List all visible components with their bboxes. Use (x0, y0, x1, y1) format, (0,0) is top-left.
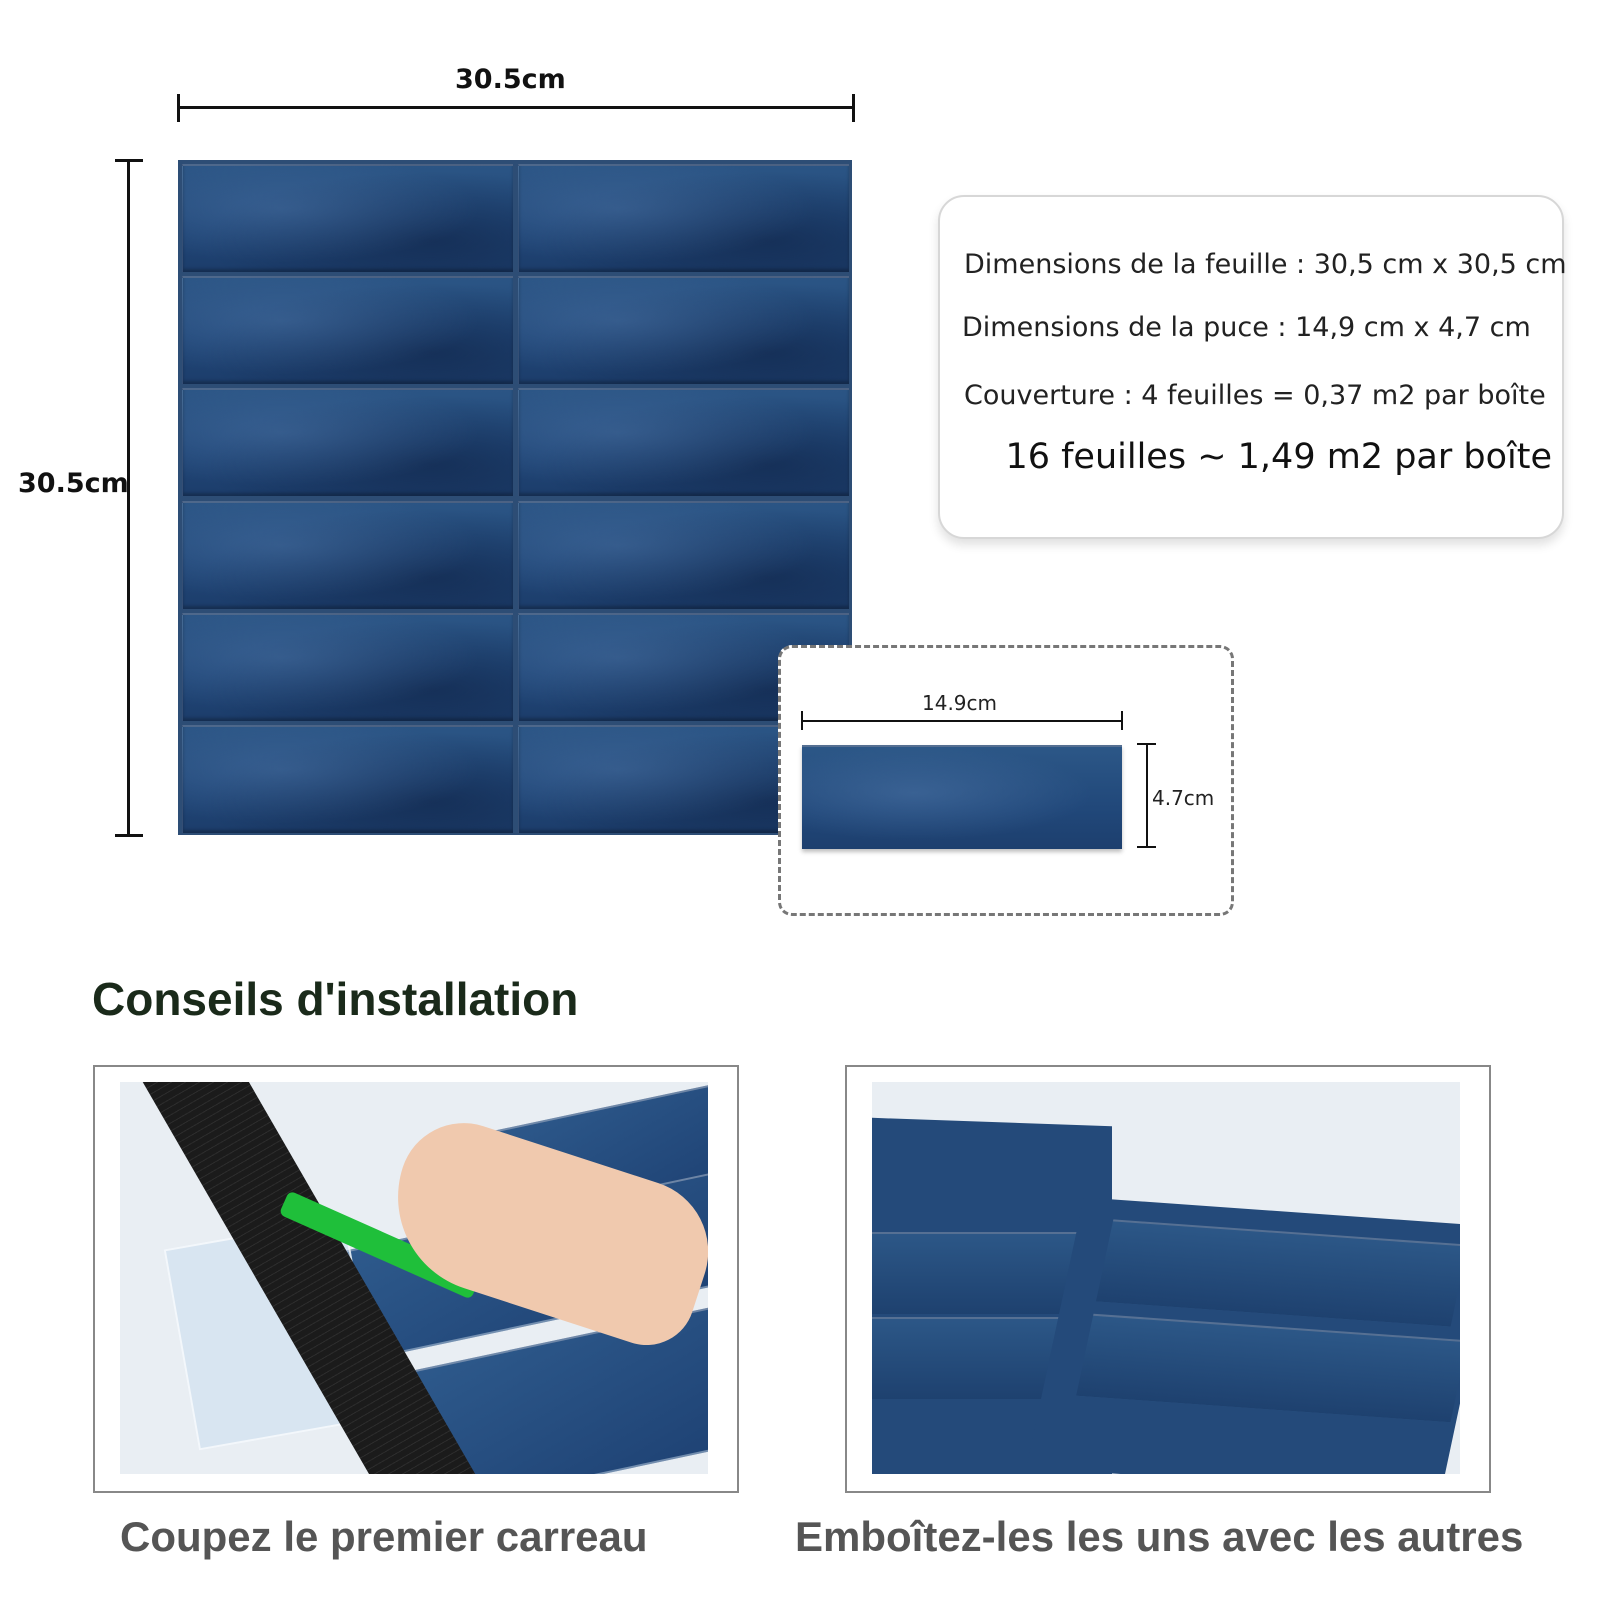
sheet-height-tick-bottom (115, 834, 143, 837)
chip-dimensions-text: Dimensions de la puce : 14,9 cm x 4,7 cm (962, 312, 1531, 343)
sheet-width-tick-left (177, 94, 180, 122)
sheet-height-tick-top (115, 159, 143, 162)
chip-width-line (802, 720, 1123, 722)
sheet-tile (518, 164, 849, 272)
photo-cut-tile (120, 1082, 708, 1474)
coverage-alt-text: 16 feuilles ~ 1,49 m2 par boîte (1005, 437, 1552, 477)
sheet-tile (182, 276, 513, 384)
specs-card (938, 195, 1567, 539)
sheet-width-line (178, 106, 855, 109)
sheet-tile (518, 388, 849, 496)
sheet-tile (182, 501, 513, 609)
single-chip-tile (802, 745, 1122, 849)
chip-width-label: 14.9cm (922, 691, 998, 715)
caption-cut: Coupez le premier carreau (120, 1513, 648, 1560)
tile-sheet (178, 160, 852, 835)
sheet-tile (518, 501, 849, 609)
chip-height-tick-top (1137, 743, 1156, 745)
sheet-tile (182, 613, 513, 721)
sheet-width-tick-right (852, 94, 855, 122)
sheet-tile (182, 164, 513, 272)
sheet-tile (182, 388, 513, 496)
chip-width-tick-left (801, 711, 803, 730)
chip-width-tick-right (1121, 711, 1123, 730)
photo-fit-tiles (872, 1082, 1460, 1474)
chip-height-tick-bottom (1137, 846, 1156, 848)
sheet-dimensions-text: Dimensions de la feuille : 30,5 cm x 30,5 cm (964, 249, 1567, 280)
sheet-width-label: 30.5cm (455, 64, 566, 95)
sheet-height-label: 30.5cm (18, 468, 129, 499)
chip-height-line (1146, 743, 1148, 848)
caption-fit: Emboîtez-les les uns avec les autres (795, 1513, 1524, 1560)
sheet-tile (182, 725, 513, 833)
sheet-tile (518, 276, 849, 384)
chip-height-label: 4.7cm (1152, 786, 1215, 810)
coverage-text: Couverture : 4 feuilles = 0,37 m2 par boîte (964, 380, 1546, 411)
installation-title: Conseils d'installation (92, 973, 579, 1025)
